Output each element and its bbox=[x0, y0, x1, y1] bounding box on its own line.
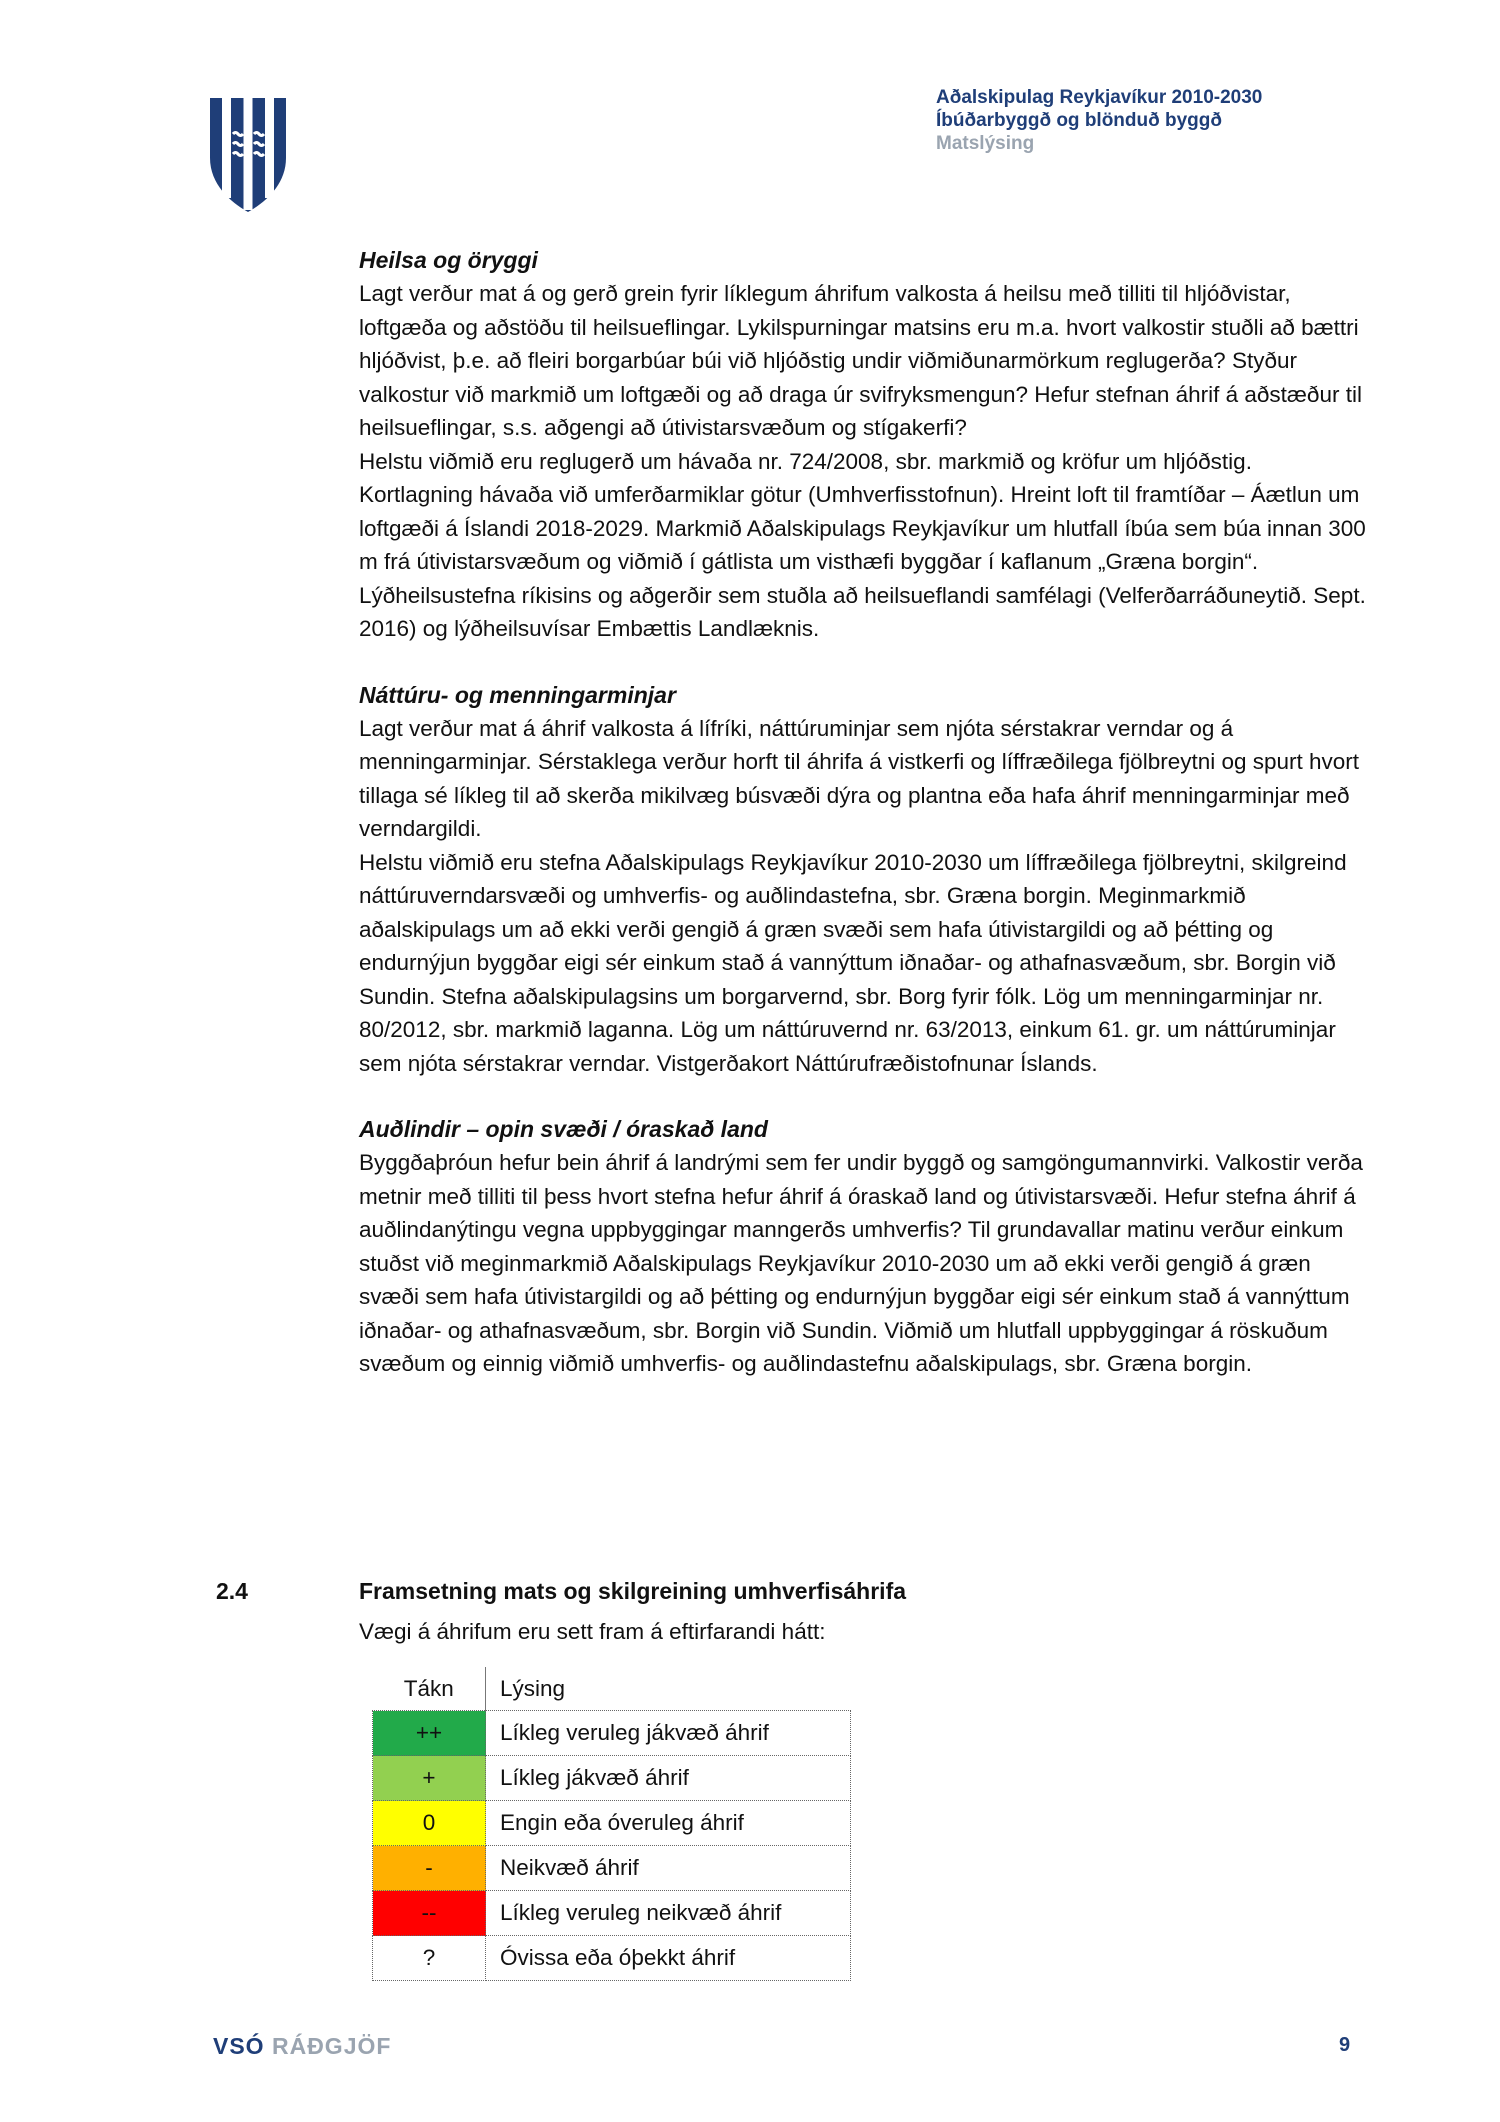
section-title: Heilsa og öryggi bbox=[359, 247, 538, 273]
paragraph: Helstu viðmið eru reglugerð um hávaða nr. 724/2008, sbr. markmið og kröfur um hljóðstig. Kortlagning hávaða við umferðarmiklar götur (Umhverfisstofnun). Hreint loft til framtíðar – Áætlun um loftgæði á Íslandi 2018-2029. Markmið Aðalskipulags Reykjavíkur um hlutfall íbúa sem búa innan 300 m frá útivistarsvæðum og viðmið í gátlista um visthæfi byggðar í kaflanum „Græna borgin“. Lýðheilsustefna ríkisins og aðgerðir sem stuðla að heilsueflandi samfélagi (Velferðarráðuneytið. Sept. 2016) og lýðheilsuvísar Embættis Landlæknis. bbox=[359, 448, 1366, 641]
table-row bbox=[373, 1891, 851, 1936]
main-content bbox=[359, 244, 1369, 1381]
brand-name-part1: VSÓ bbox=[213, 2033, 265, 2059]
section-title: Auðlindir – opin svæði / óraskað land bbox=[359, 1116, 768, 1142]
section-intro: Vægi á áhrifum eru sett fram á eftirfarandi hátt: bbox=[359, 1619, 826, 1644]
table-row bbox=[373, 1801, 851, 1846]
impact-symbol-cell: + bbox=[373, 1756, 486, 1801]
section-heilsa bbox=[359, 244, 1369, 646]
header-subtitle: Íbúðarbyggð og blönduð byggð bbox=[936, 110, 1223, 131]
header-plan-title: Aðalskipulag Reykjavíkur 2010-2030 bbox=[936, 87, 1263, 108]
paragraph: Lagt verður mat á áhrif valkosta á lífríki, náttúruminjar sem njóta sérstakrar verndar og á menningarminjar. Sérstaklega verður horft til áhrifa á vistkerfi og líffræðilega fjölbreytni og spurt hvort tillaga sé líkleg til að skerða mikilvæg búsvæði dýra og plantna eða hafa áhrif menningarminjar með verndargildi. bbox=[359, 715, 1360, 841]
section-heading: Framsetning mats og skilgreining umhverfisáhrifa bbox=[359, 1578, 907, 1604]
paragraph: Byggðaþróun hefur bein áhrif á landrými sem fer undir byggð og samgöngumannvirki. Valkostir verða metnir með tilliti til þess hvort stefna hefur áhrif á óraskað land og útivistarsvæði. Hefur stefna áhrif á auðlindanýtingu vegna uppbyggingar manngerðs umhverfis? Til grundavallar matinu verður einkum stuðst við meginmarkmið Aðalskipulags Reykjavíkur 2010-2030 um að ekki verði gengið á græn svæði sem hafa útivistargildi og að þétting og endurnýjun byggðar eigi sér einkum stað á vannýttum iðnaðar- og athafnasvæðum, sbr. Borgin við Sundin. Viðmið um hlutfall uppbyggingar á röskuðum svæðum og einnig viðmið umhverfis- og auðlindastefnu aðalskipulags, sbr. Græna borgin. bbox=[359, 1150, 1363, 1376]
table-row bbox=[373, 1936, 851, 1981]
impact-description-cell: Líkleg veruleg jákvæð áhrif bbox=[486, 1711, 851, 1756]
impact-symbol-cell: - bbox=[373, 1846, 486, 1891]
impact-description-cell: Líkleg veruleg neikvæð áhrif bbox=[486, 1891, 851, 1936]
paragraph: Helstu viðmið eru stefna Aðalskipulags Reykjavíkur 2010-2030 um líffræðilega fjölbreytni, skilgreind náttúruverndarsvæði og umhverfis- og auðlindastefna, sbr. Græna borgin. Meginmarkmið aðalskipulags um að ekki verði gengið á græn svæði sem hafa útivistargildi og að þétting og endurnýjun byggðar eigi sér einkum stað á vannýttum iðnaðar- og athafnasvæðum, sbr. Borgin við Sundin. Stefna aðalskipulagsins um borgarvernd, sbr. Borg fyrir fólk. Lög um menningarminjar nr. 80/2012, sbr. markmið laganna. Lög um náttúruvernd nr. 63/2013, einkum 61. gr. um náttúruminjar sem njóta sérstakrar verndar. Vistgerðakort Náttúrufræðistofnunar Íslands. bbox=[359, 849, 1347, 1076]
brand-name-part2: RÁÐGJÖF bbox=[271, 2033, 392, 2059]
section-natturu-menningarminjar bbox=[359, 679, 1369, 1081]
paragraph: Lagt verður mat á og gerð grein fyrir líklegum áhrifum valkosta á heilsu með tilliti til hljóðvistar, loftgæða og aðstöðu til heilsueflingar. Lykilspurningar matsins eru m.a. hvort valkostir stuðli að bættri hljóðvist, þ.e. að fleiri borgarbúar búi við hljóðstig undir viðmiðunarmörkum reglugerða? Styður valkostur við markmið um loftgæði og að draga úr svifryksmengun? Hefur stefnan áhrif á aðstæður til heilsueflingar, s.s. aðgengi að útivistarsvæðum og stígakerfi? bbox=[359, 281, 1362, 440]
impact-symbol-cell: 0 bbox=[373, 1801, 486, 1846]
table-row bbox=[373, 1846, 851, 1891]
impact-description-cell: Óvissa eða óþekkt áhrif bbox=[486, 1936, 851, 1981]
section-number: 2.4 bbox=[216, 1578, 248, 1604]
impact-symbol-cell: ? bbox=[373, 1936, 486, 1981]
impact-description-cell: Neikvæð áhrif bbox=[486, 1846, 851, 1891]
document-header bbox=[936, 86, 1262, 155]
section-title: Náttúru- og menningarminjar bbox=[359, 681, 676, 708]
impact-legend-table bbox=[372, 1667, 851, 1981]
table-header-row bbox=[373, 1667, 851, 1711]
table-row bbox=[373, 1711, 851, 1756]
impact-description-cell: Engin eða óveruleg áhrif bbox=[486, 1801, 851, 1846]
footer-brand-logo bbox=[213, 2033, 391, 2060]
impact-description-cell: Líkleg jákvæð áhrif bbox=[486, 1756, 851, 1801]
reykjavik-coat-of-arms-logo bbox=[208, 96, 288, 214]
column-header-symbol: Tákn bbox=[373, 1667, 486, 1711]
header-doc-type: Matslýsing bbox=[936, 133, 1035, 154]
page-number: 9 bbox=[1339, 2034, 1351, 2056]
impact-symbol-cell: ++ bbox=[373, 1711, 486, 1756]
column-header-description: Lýsing bbox=[500, 1675, 566, 1701]
section-audlindir bbox=[359, 1113, 1369, 1381]
impact-symbol-cell: -- bbox=[373, 1891, 486, 1936]
table-row bbox=[373, 1756, 851, 1801]
